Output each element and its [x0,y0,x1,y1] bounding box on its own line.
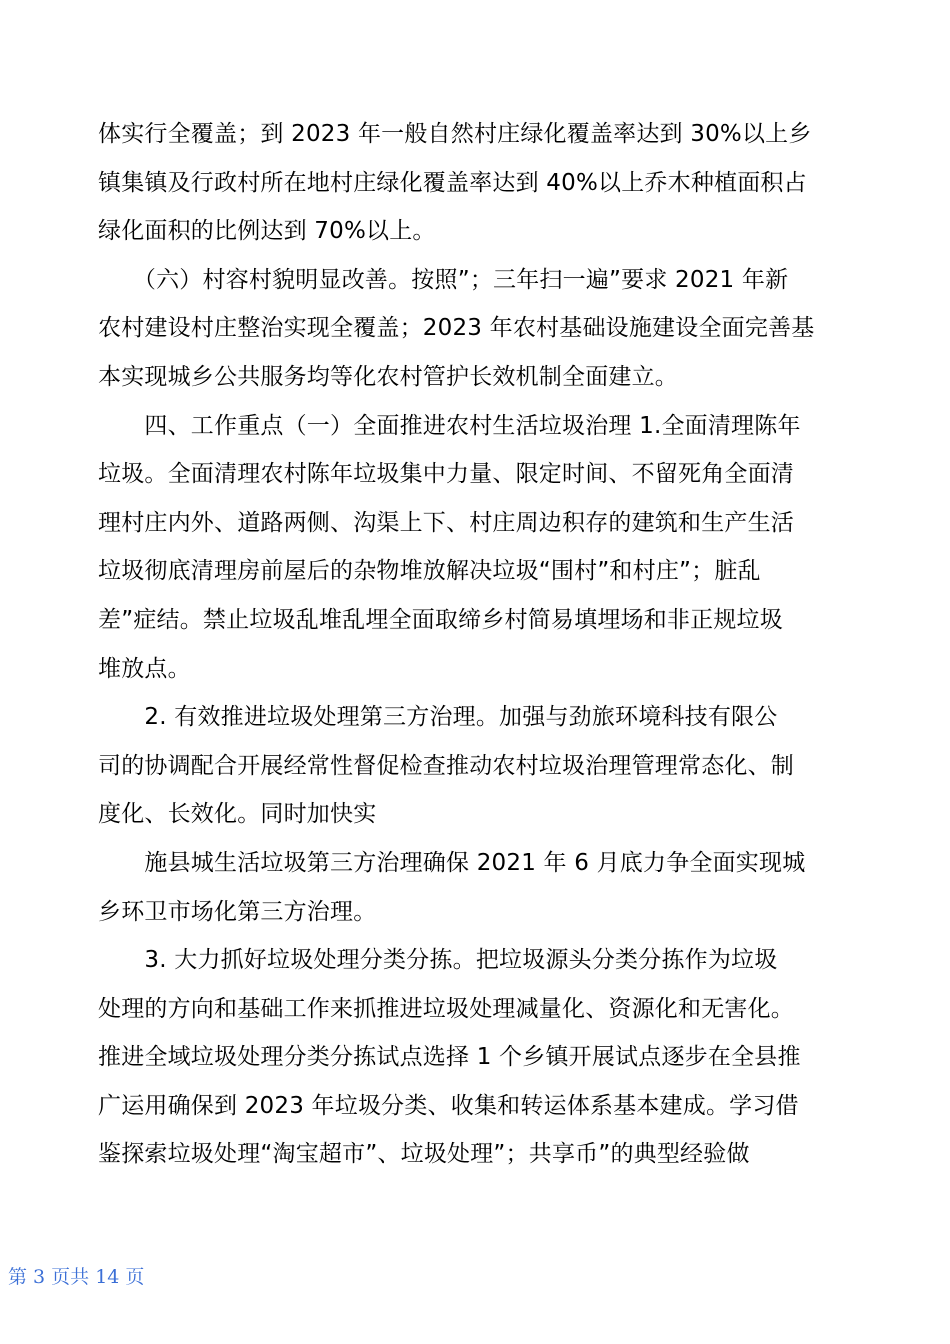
text-line: 乡环卫市场化第三方治理。 [98,898,377,925]
text-line: 鉴探索垃圾处理“淘宝超市”、垃圾处理”；共享币”的典型经验做 [98,1141,750,1168]
paragraph-village-appearance [98,256,868,402]
text-line: 处理的方向和基础工作来抓推进垃圾处理减量化、资源化和无害化。 [98,995,794,1022]
document-body [98,110,868,1179]
paragraph-waste-sorting [98,936,868,1179]
text-line: 差”症结。禁止垃圾乱堆乱埋全面取缔乡村简易填埋场和非正规垃圾 [98,606,783,633]
text-line: 度化、长效化。同时加快实 [98,801,377,828]
text-line: 2. 有效推进垃圾处理第三方治理。加强与劲旅环境科技有限公 [98,704,778,731]
text-line: （六）村容村貌明显改善。按照”；三年扫一遍”要求 2021 年新 [98,266,789,293]
text-line: 3. 大力抓好垃圾处理分类分拣。把垃圾源头分类分拣作为垃圾 [98,947,778,974]
paragraph-third-party-governance [98,693,868,839]
text-line: 绿化面积的比例达到 70%以上。 [98,218,436,245]
text-line: 施县城生活垃圾第三方治理确保 2021 年 6 月底力争全面实现城 [98,849,806,876]
text-line: 镇集镇及行政村所在地村庄绿化覆盖率达到 40%以上乔木种植面积占 [98,169,807,196]
text-line: 司的协调配合开展经常性督促检查推动农村垃圾治理管理常态化、制 [98,752,794,779]
paragraph-county-waste [98,839,868,936]
text-line: 堆放点。 [98,655,191,682]
text-line: 垃圾。全面清理农村陈年垃圾集中力量、限定时间、不留死角全面清 [98,461,794,488]
text-line: 垃圾彻底清理房前屋后的杂物堆放解决垃圾“围村”和村庄”；脏乱 [98,558,761,585]
text-line: 推进全域垃圾处理分类分拣试点选择 1 个乡镇开展试点逐步在全县推 [98,1044,801,1071]
page-number-footer: 第 3 页共 14 页 [8,1266,145,1288]
text-line: 广运用确保到 2023 年垃圾分类、收集和转运体系基本建成。学习借 [98,1092,799,1119]
paragraph-work-priorities [98,402,868,694]
text-line: 农村建设村庄整治实现全覆盖；2023 年农村基础设施建设全面完善基 [98,315,815,342]
paragraph-greening [98,110,868,256]
text-line: 理村庄内外、道路两侧、沟渠上下、村庄周边积存的建筑和生产生活 [98,509,794,536]
text-line: 体实行全覆盖；到 2023 年一般自然村庄绿化覆盖率达到 30%以上乡 [98,121,812,147]
text-line: 四、工作重点（一）全面推进农村生活垃圾治理 1.全面清理陈年 [98,412,801,439]
text-line: 本实现城乡公共服务均等化农村管护长效机制全面建立。 [98,363,678,390]
